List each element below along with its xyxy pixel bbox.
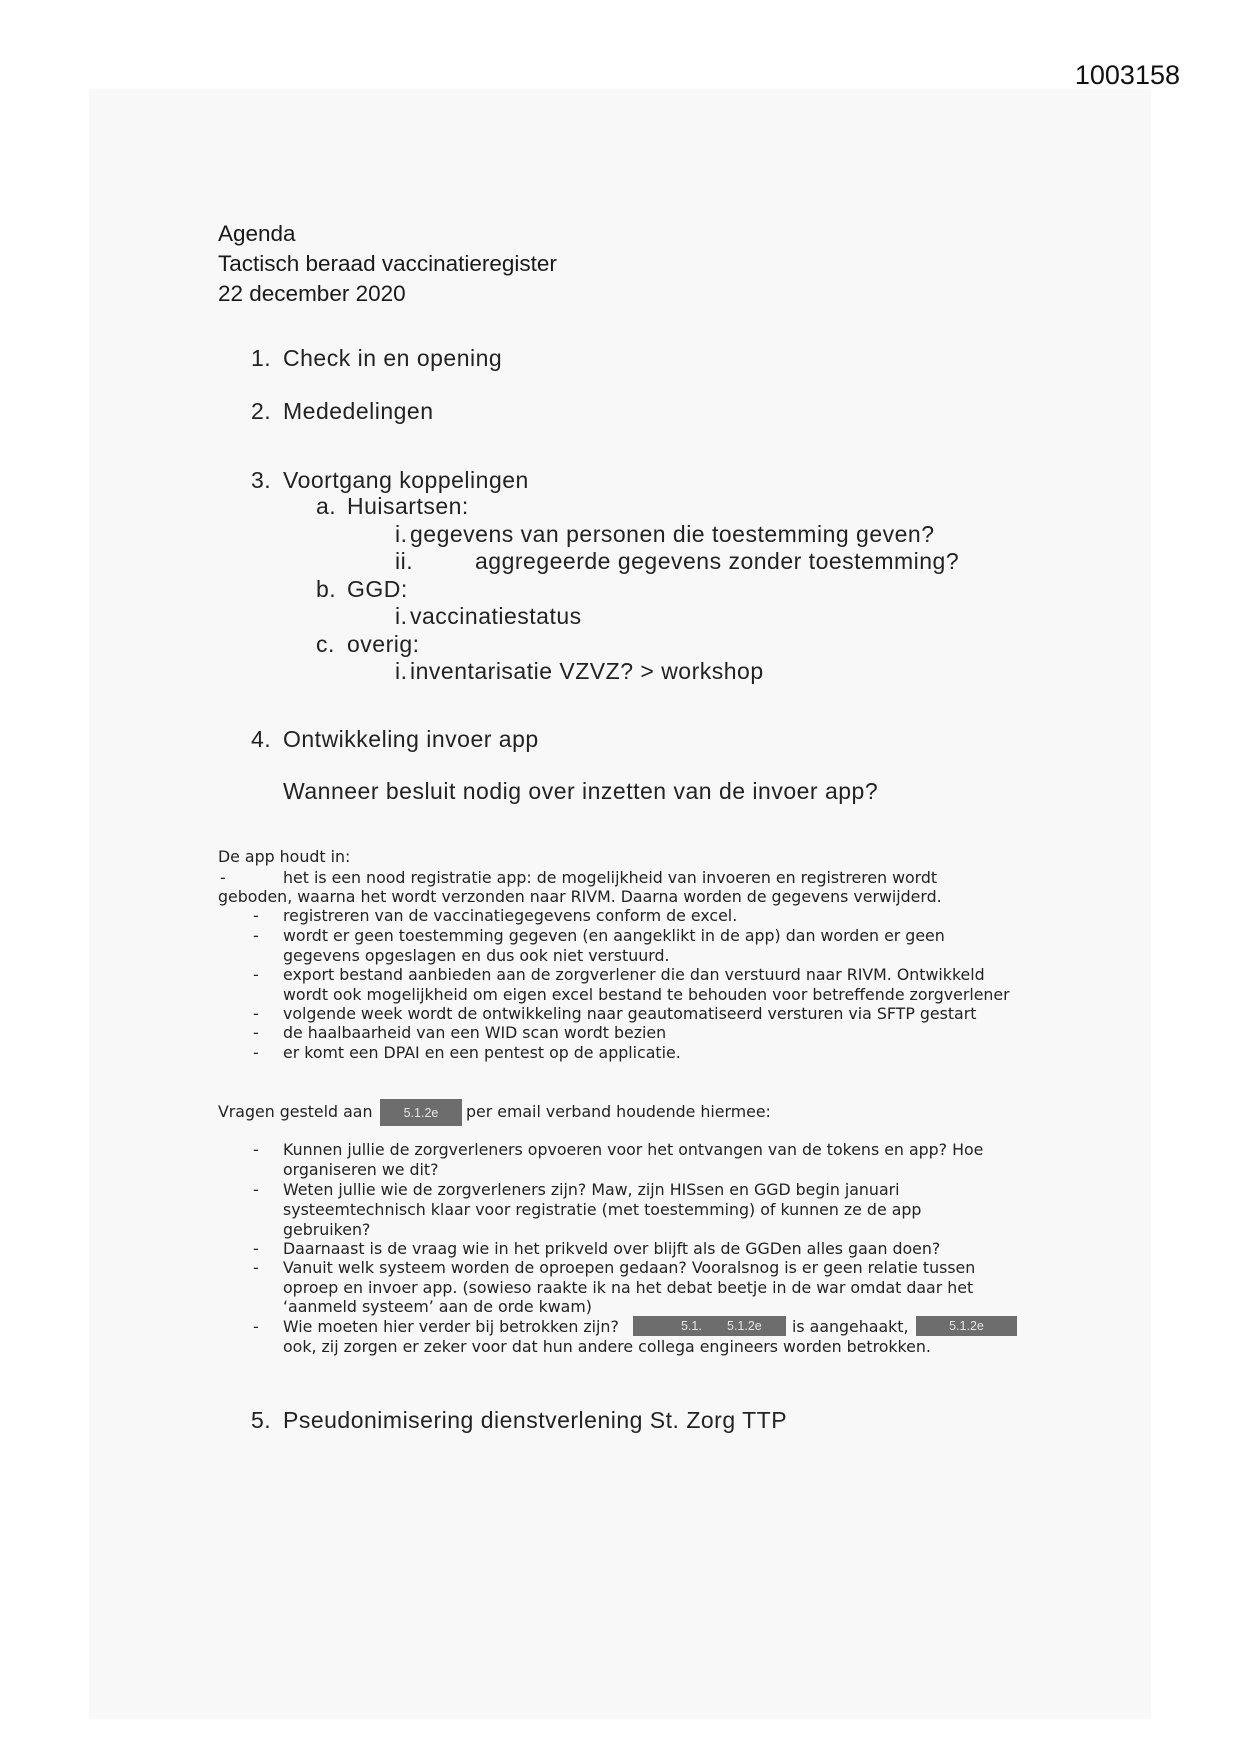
- question-line: Kunnen jullie de zorgverleners opvoeren voor het ontvangen van de tokens en app? Hoe: [283, 1140, 984, 1159]
- questions-intro-after: per email verband houdende hiermee:: [466, 1102, 771, 1121]
- point-number: i.: [395, 603, 408, 629]
- subitem-letter: c.: [316, 631, 335, 657]
- note-line: de haalbaarheid van een WID scan wordt bezien: [283, 1023, 667, 1042]
- subitem-letter: b.: [316, 576, 337, 602]
- question-line: gebruiken?: [283, 1220, 371, 1239]
- question-line: ‘aanmeld systeem’ aan de orde kwam): [283, 1297, 592, 1316]
- bullet-dash: -: [253, 1180, 259, 1199]
- bullet-dash: -: [220, 868, 226, 887]
- agenda-item-label: Ontwikkeling invoer app: [283, 726, 539, 752]
- note-line: geboden, waarna het wordt verzonden naar RIVM. Daarna worden de gegevens verwijderd.: [218, 887, 942, 906]
- agenda-item-number: 2.: [251, 398, 272, 424]
- meeting-date: 22 december 2020: [218, 281, 406, 306]
- redaction-box: [916, 1316, 1017, 1336]
- questions-intro-before: Vragen gesteld aan: [218, 1102, 373, 1121]
- meeting-title: Tactisch beraad vaccinatieregister: [218, 251, 557, 276]
- point-text: inventarisatie VZVZ? > workshop: [410, 658, 764, 684]
- agenda-item-label: Mededelingen: [283, 398, 434, 424]
- agenda-item-question: Wanneer besluit nodig over inzetten van de invoer app?: [283, 778, 879, 804]
- redaction-label: 5.1.2e: [727, 1319, 762, 1333]
- redaction-label: 5.1.2e: [949, 1319, 984, 1333]
- agenda-item-number: 1.: [251, 345, 272, 371]
- question-line: Vanuit welk systeem worden de oproepen gedaan? Vooralsnog is er geen relatie tussen: [283, 1258, 976, 1277]
- document-id: 1003158: [1074, 60, 1180, 90]
- question-line: ook, zij zorgen er zeker voor dat hun andere collega engineers worden betrokken.: [283, 1337, 931, 1356]
- point-number: ii.: [395, 548, 414, 574]
- point-number: i.: [395, 521, 408, 547]
- bullet-dash: -: [253, 1239, 259, 1258]
- question-line: oproep en invoer app. (sowieso raakte ik na het debat beetje in de war omdat daar het: [283, 1278, 974, 1297]
- bullet-dash: -: [253, 1043, 259, 1062]
- redaction-label: 5.1.2e: [403, 1105, 439, 1120]
- app-notes-intro: De app houdt in:: [218, 847, 351, 866]
- question-line: Weten jullie wie de zorgverleners zijn? Maw, zijn HISsen en GGD begin januari: [283, 1180, 900, 1199]
- question-line: is aangehaakt,: [792, 1317, 909, 1336]
- redaction-label: 5.1.: [681, 1319, 702, 1333]
- bullet-dash: -: [253, 1023, 259, 1042]
- bullet-dash: -: [253, 926, 259, 945]
- agenda-item-number: 4.: [251, 726, 272, 752]
- redaction-box: [380, 1099, 462, 1126]
- agenda-item-label: Pseudonimisering dienstverlening St. Zorg TTP: [283, 1407, 788, 1433]
- note-line: registreren van de vaccinatiegegevens conform de excel.: [283, 906, 738, 925]
- note-line: gegevens opgeslagen en dus ook niet verstuurd.: [283, 946, 670, 965]
- bullet-dash: -: [253, 965, 259, 984]
- question-line: systeemtechnisch klaar voor registratie (met toestemming) of kunnen ze de app: [283, 1200, 922, 1219]
- subitem-label: Huisartsen:: [347, 493, 469, 519]
- note-line: export bestand aanbieden aan de zorgverlener die dan verstuurd naar RIVM. Ontwikkeld: [283, 965, 985, 984]
- agenda-item-number: 5.: [251, 1407, 272, 1433]
- subitem-letter: a.: [316, 493, 337, 519]
- question-line: Daarnaast is de vraag wie in het prikveld over blijft als de GGDen alles gaan doen?: [283, 1239, 941, 1258]
- question-line: organiseren we dit?: [283, 1160, 439, 1179]
- note-line: volgende week wordt de ontwikkeling naar geautomatiseerd versturen via SFTP gestart: [283, 1004, 977, 1023]
- note-line: er komt een DPAI en een pentest op de applicatie.: [283, 1043, 681, 1062]
- agenda-item-number: 3.: [251, 467, 272, 493]
- bullet-dash: -: [253, 1004, 259, 1023]
- question-line: Wie moeten hier verder bij betrokken zijn?: [283, 1317, 619, 1336]
- redaction-box: [633, 1316, 786, 1336]
- agenda-item-label: Check in en opening: [283, 345, 503, 371]
- bullet-dash: -: [253, 1258, 259, 1277]
- point-number: i.: [395, 658, 408, 684]
- agenda-heading: Agenda: [218, 221, 296, 246]
- bullet-dash: -: [253, 1317, 259, 1336]
- point-text: gegevens van personen die toestemming geven?: [410, 521, 935, 547]
- note-line: wordt ook mogelijkheid om eigen excel bestand te behouden voor betreffende zorgverlener: [283, 985, 1010, 1004]
- bullet-dash: -: [253, 1140, 259, 1159]
- point-text: vaccinatiestatus: [410, 603, 582, 629]
- subitem-label: overig:: [347, 631, 420, 657]
- point-text: aggregeerde gegevens zonder toestemming?: [475, 548, 960, 574]
- note-line: wordt er geen toestemming gegeven (en aangeklikt in de app) dan worden er geen: [283, 926, 945, 945]
- subitem-label: GGD:: [347, 576, 408, 602]
- note-line: het is een nood registratie app: de mogelijkheid van invoeren en registreren wordt: [283, 868, 938, 887]
- bullet-dash: -: [253, 906, 259, 925]
- agenda-item-label: Voortgang koppelingen: [283, 467, 529, 493]
